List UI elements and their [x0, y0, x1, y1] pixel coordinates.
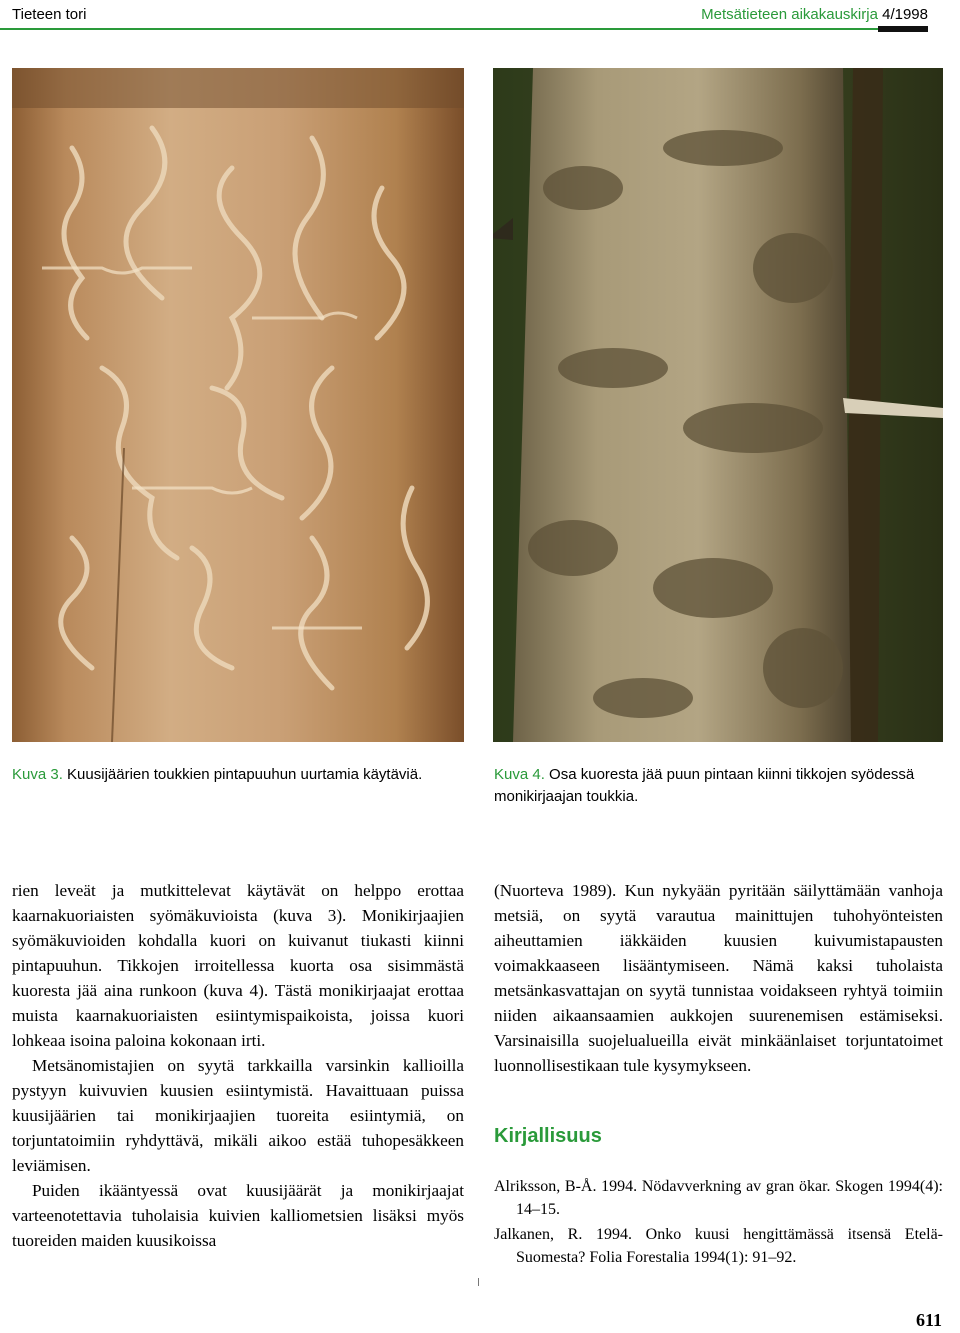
figure-3-photo: [12, 68, 464, 742]
journal-title: [701, 6, 928, 23]
paragraph: rien leveät ja mutkittelevat käytävät on helppo erottaa kaarnakuoriaisten syömäkuvioista (kuva 3). Monikirjaajien syömäkuvioiden kohdalla kuori on kuivanut tiukasti kiinni pintapuuhun. Tikkojen irroitellessa kuorta osa sisimmästä kuoresta jää aina runkoon (kuva 4). Tästä monikirjaajat erottaa muista kaarnakuoriaisten esiintymispaikoista, joissa kuori lohkeaa isoina paloina kokonaan irti.: [12, 881, 464, 1050]
header-block: [878, 26, 928, 32]
body-column-left: [12, 878, 464, 1288]
reference-list: [494, 1175, 943, 1269]
figure-3-label: Kuva 3.: [12, 766, 63, 783]
paragraph: Puiden ikääntyessä ovat kuusijäärät ja monikirjaajat varteenotettavia tuholaisia kuivien kalliometsien lisäksi myös tuoreiden maiden kuusikoissa: [12, 1181, 464, 1250]
reference-item: Alriksson, B-Å. 1994. Nödavverkning av gran ökar. Skogen 1994(4): 14–15.: [494, 1178, 943, 1218]
column-rule: [478, 1278, 479, 1286]
section-name: Tieteen tori: [12, 6, 87, 23]
journal-issue: 4/1998: [882, 6, 928, 23]
header-rule: [0, 28, 878, 30]
journal-name: Metsätieteen aikakauskirja: [701, 6, 878, 23]
page-number: 611: [915, 1310, 942, 1330]
references-heading: Kirjallisuus: [494, 1125, 602, 1147]
figure-3-caption: [12, 764, 464, 786]
body-column-right: [494, 878, 943, 1271]
running-header: [0, 0, 960, 30]
figure-4-caption-text: Osa kuoresta jää puun pintaan kiinni tikkojen syödessä monikirjaajan toukkia.: [494, 766, 915, 805]
paragraph: Metsänomistajien on syytä tarkkailla varsinkin kallioilla pystyyn kuivuvien kuusien esiintymistä. Havaittuaan puissa kuusijäärien tai monikirjaajien tuoreita esiintymiä, on torjuntatoimiin ryhdyttävä, mikäli aikoo estää tuhopesäkkeen leviämisen.: [12, 1056, 464, 1175]
figure-4-label: Kuva 4.: [494, 766, 545, 783]
paragraph: (Nuorteva 1989). Kun nykyään pyritään säilyttämään vanhoja metsiä, on syytä varautua mainittujen tuhohyönteisten aiheuttamien iäkkäiden kuusien kuivumistapausten voimakkaaseen lisääntymiseen. Nämä kaksi tuholaista metsänkasvattajan on syytä tunnistaa voidakseen ryhtyä toimiin niiden aikaansaamien aukkojen suurenemisen estämiseksi. Varsinaisilla suojelualueilla eivät minkäänlaiset torjuntatoimet luonnollisestikaan tule kysymykseen.: [494, 881, 943, 1075]
figure-4-photo: [493, 68, 943, 742]
figure-3-caption-text: Kuusijäärien toukkien pintapuuhun uurtamia käytäviä.: [67, 766, 423, 783]
reference-item: Jalkanen, R. 1994. Onko kuusi hengittämässä itsensä Etelä-Suomesta? Folia Forestalia 1994(1): 91–92.: [494, 1226, 943, 1266]
figure-4-caption: [494, 764, 944, 808]
